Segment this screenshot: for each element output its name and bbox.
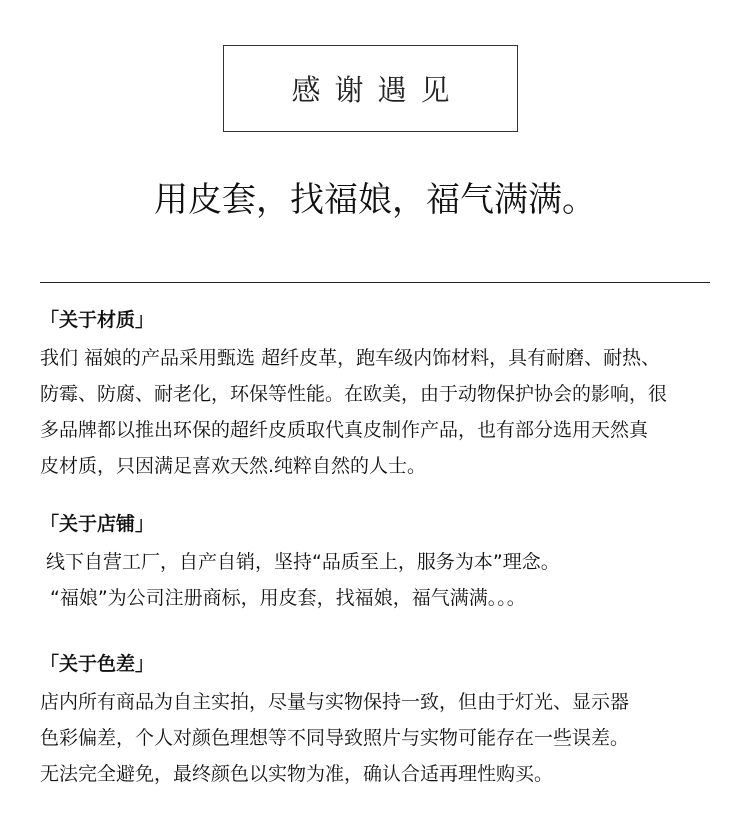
header-title-box xyxy=(223,45,518,132)
section-store xyxy=(40,510,720,616)
color-line-1: 店内所有商品为自主实拍，尽量与实物保持一致，但由于灯光、显示器 xyxy=(40,691,630,713)
color-line-2: 色彩偏差，个人对颜色理想等不同导致照片与实物可能存在一些误差。 xyxy=(40,727,630,749)
color-line-3: 无法完全避免，最终颜色以实物为准，确认合适再理性购买。 xyxy=(40,763,554,785)
material-line-4: 皮材质，只因满足喜欢天然.纯粹自然的人士。 xyxy=(40,455,427,477)
section-material xyxy=(40,306,720,484)
section-title-store: 「关于店铺」 xyxy=(40,513,155,535)
store-line-2: “福娘”为公司注册商标，用皮套，找福娘，福气满满。。。 xyxy=(50,587,526,609)
material-line-2: 防霉、防腐、耐老化，环保等性能。在欧美，由于动物保护协会的影响，很 xyxy=(40,383,668,405)
section-color-difference xyxy=(40,650,720,792)
store-line-1: 线下自营工厂，自产自销，坚持“品质至上，服务为本”理念。 xyxy=(46,551,560,573)
section-title-color: 「关于色差」 xyxy=(40,653,155,675)
divider xyxy=(40,282,710,283)
section-title-material: 「关于材质」 xyxy=(40,309,155,331)
material-line-1: 我们 福娘的产品采用甄选 超纤皮革，跑车级内饰材料，具有耐磨、耐热、 xyxy=(40,347,661,369)
slogan: 用皮套，找福娘，福气满满。 xyxy=(154,180,596,220)
header-title: 感谢遇见 xyxy=(291,73,464,107)
material-line-3: 多品牌都以推出环保的超纤皮质取代真皮制作产品，也有部分选用天然真 xyxy=(40,419,649,441)
